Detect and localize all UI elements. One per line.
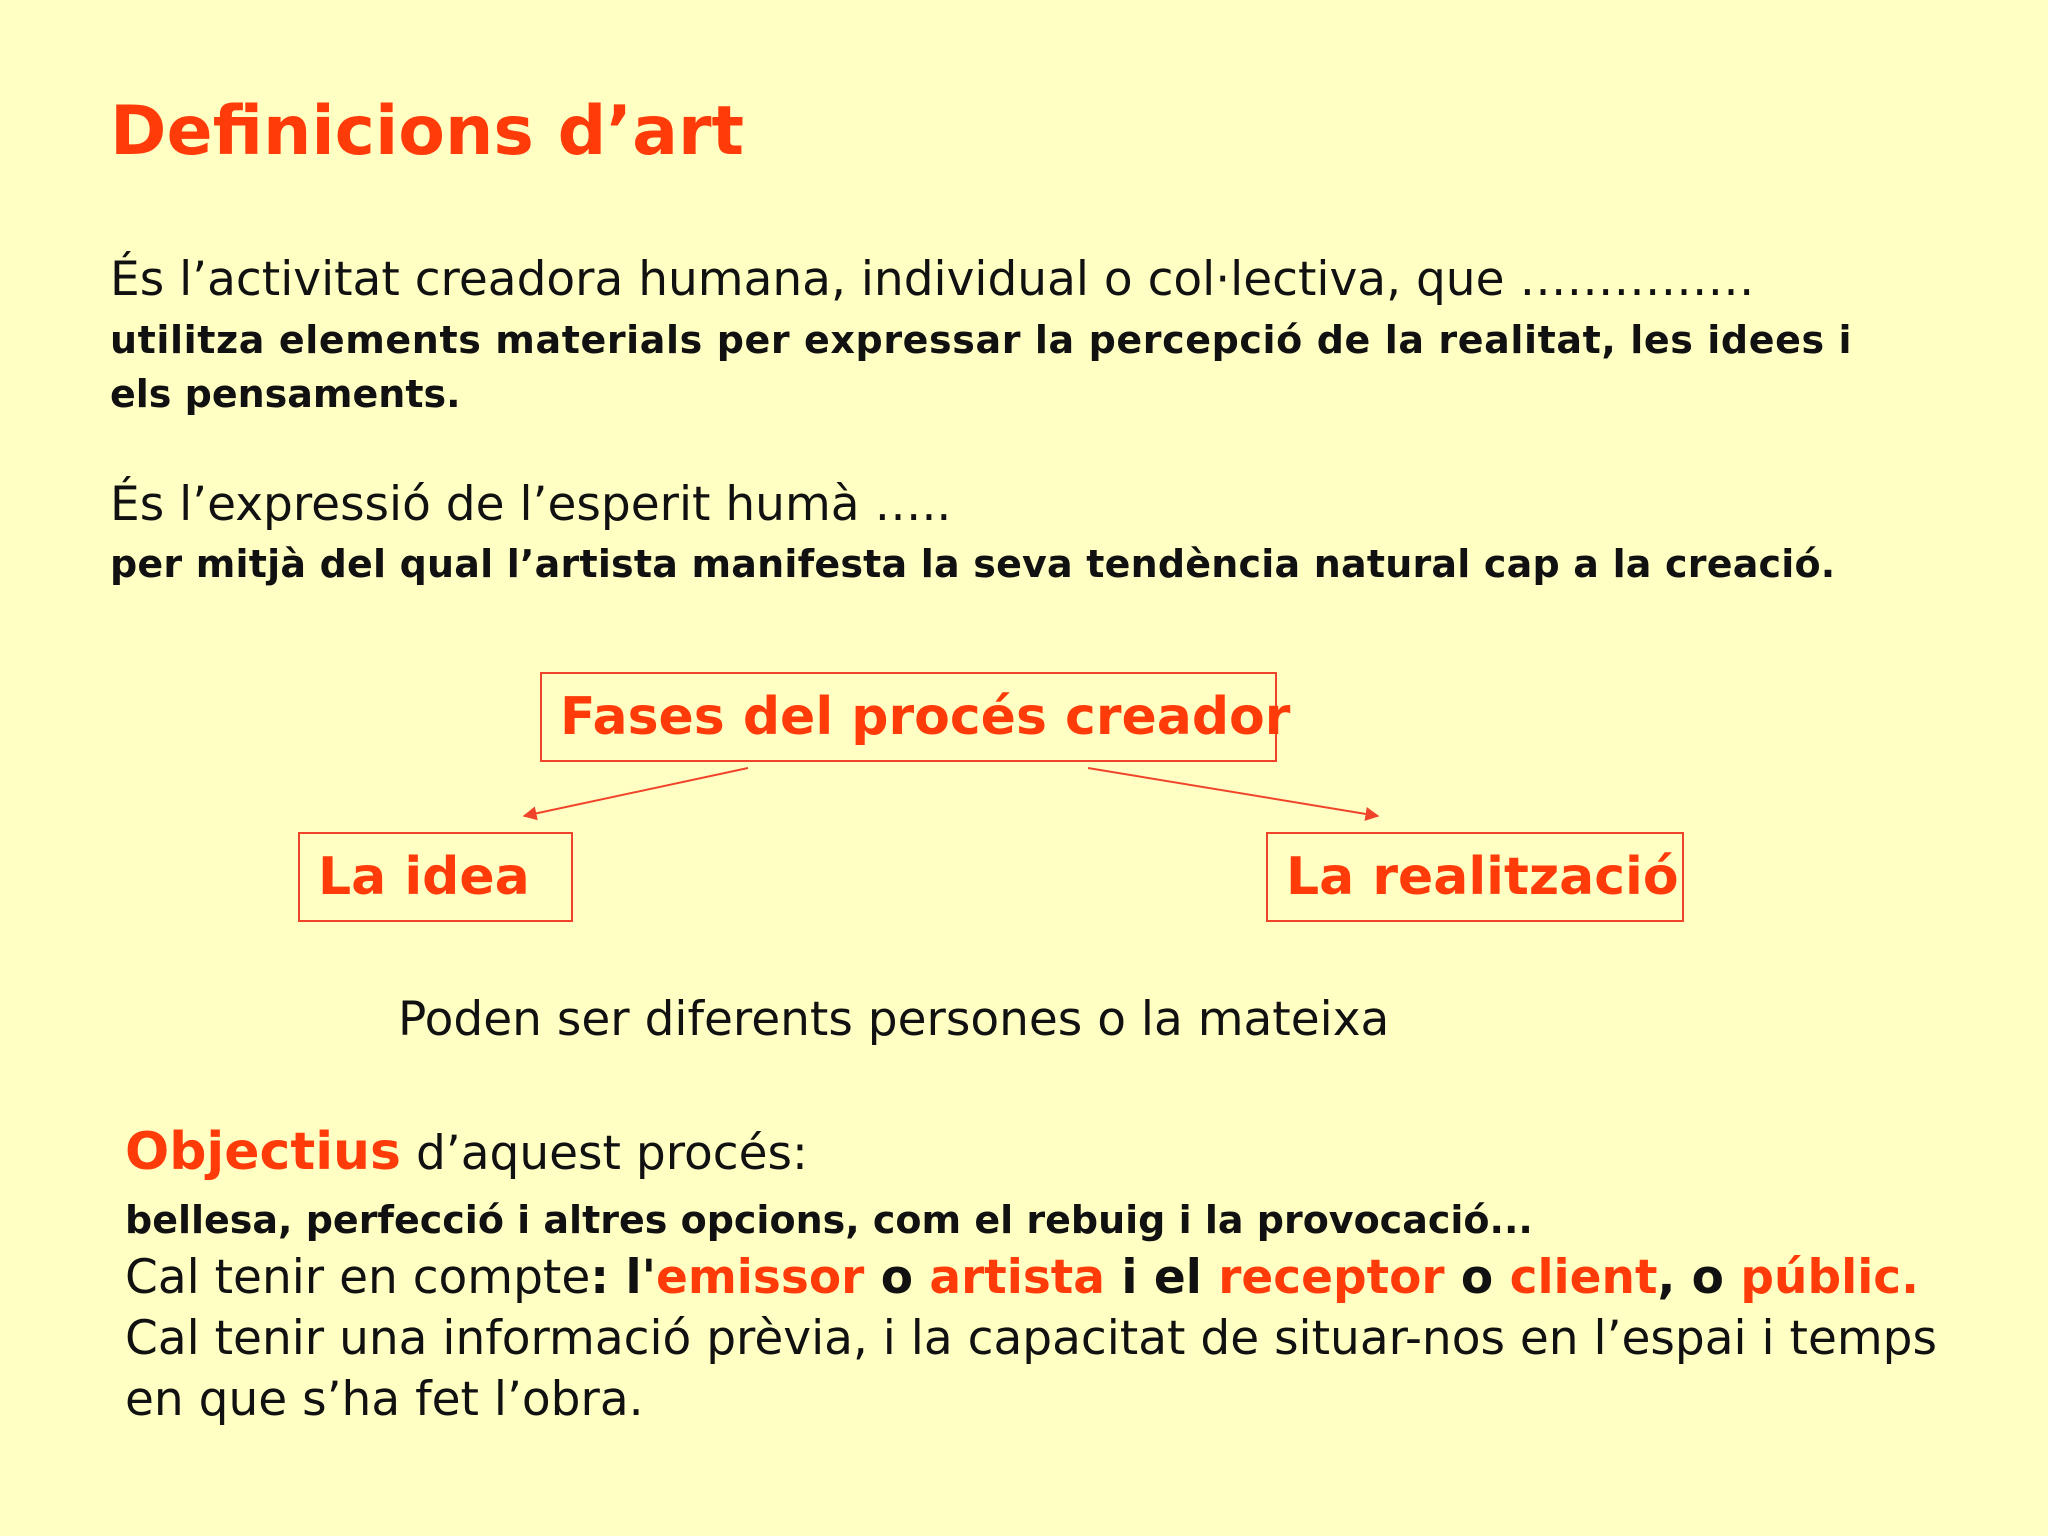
creative-process-phases-box bbox=[540, 672, 1291, 762]
realitzacio-label: La realització bbox=[1286, 847, 1679, 907]
term-artista: artista bbox=[929, 1250, 1105, 1305]
definition-2-intro: És l’expressió de l’esperit humà ….. bbox=[110, 477, 952, 532]
objectives-line-4: en que s’ha fet l’obra. bbox=[125, 1372, 644, 1427]
term-receptor: receptor bbox=[1218, 1250, 1445, 1305]
creative-process-phases-label: Fases del procés creador bbox=[560, 687, 1291, 747]
idea-label: La idea bbox=[318, 847, 530, 907]
objectives-heading: Objectius bbox=[125, 1122, 401, 1182]
arrow-to-idea bbox=[524, 768, 748, 816]
line-2-prefix: Cal tenir en compte bbox=[125, 1250, 591, 1305]
arrow-to-realitzacio bbox=[1088, 768, 1378, 816]
term-emissor: emissor bbox=[655, 1250, 865, 1305]
definition-1-line-2: els pensaments. bbox=[110, 372, 461, 416]
line-2-comma-o: , o bbox=[1657, 1250, 1741, 1305]
slide-title: Definicions d’art bbox=[110, 92, 745, 171]
idea-box bbox=[298, 832, 573, 922]
objectives-heading-line bbox=[125, 1122, 808, 1182]
definition-2-line-1: per mitjà del qual l’artista manifesta la seva tendència natural cap a la creació. bbox=[110, 542, 1836, 586]
line-2-i-el: i el bbox=[1105, 1250, 1219, 1305]
definition-1-intro: És l’activitat creadora humana, individual o col·lectiva, que …………… bbox=[110, 252, 1755, 307]
objectives-line-3: Cal tenir una informació prèvia, i la capacitat de situar-nos en l’espai i temps bbox=[125, 1311, 1938, 1366]
realitzacio-box bbox=[1266, 832, 1684, 922]
objectives-heading-rest: d’aquest procés: bbox=[401, 1126, 808, 1181]
line-2-o-1: o bbox=[864, 1250, 930, 1305]
definition-1-line-1: utilitza elements materials per expressar la percepció de la realitat, les idees i bbox=[110, 318, 1853, 362]
term-client: client bbox=[1509, 1250, 1658, 1305]
objectives-line-1: bellesa, perfecció i altres opcions, com el rebuig i la provocació... bbox=[125, 1198, 1533, 1242]
term-public: públic. bbox=[1740, 1250, 1920, 1305]
line-2-o-2: o bbox=[1444, 1250, 1510, 1305]
line-2-colon: : bbox=[590, 1250, 626, 1305]
objectives-line-2 bbox=[125, 1250, 1919, 1305]
line-2-article: l' bbox=[625, 1250, 656, 1305]
diagram-note: Poden ser diferents persones o la mateixa bbox=[398, 992, 1390, 1047]
